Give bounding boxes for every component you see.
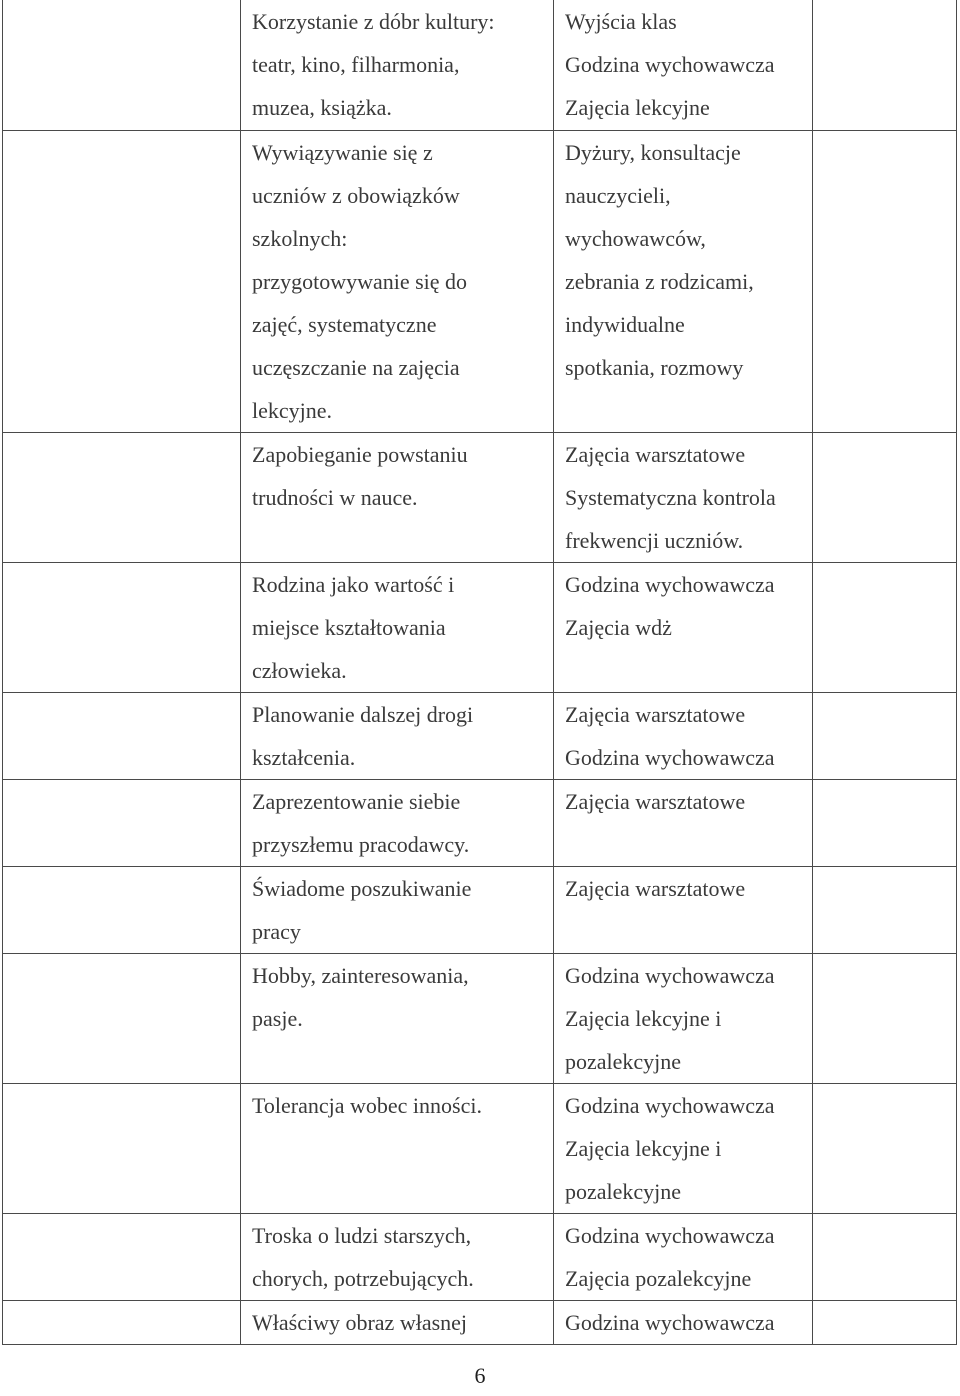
empty-cell-left <box>3 866 241 953</box>
table-row <box>3 1083 957 1213</box>
forms-cell: Zajęcia warsztatowe <box>554 779 813 866</box>
forms-cell: Zajęcia warsztatowe Godzina wychowawcza <box>554 692 813 779</box>
table-row <box>3 1213 957 1300</box>
empty-cell-right <box>813 0 957 130</box>
topic-cell: Tolerancja wobec inności. <box>241 1083 554 1213</box>
forms-cell: Wyjścia klas Godzina wychowawcza Zajęcia lekcyjne <box>554 0 813 130</box>
forms-cell: Godzina wychowawcza <box>554 1300 813 1344</box>
empty-cell-right <box>813 562 957 692</box>
table-row <box>3 562 957 692</box>
table-row <box>3 130 957 432</box>
empty-cell-right <box>813 130 957 432</box>
page-number: 6 <box>474 1363 486 1388</box>
forms-cell: Zajęcia warsztatowe Systematyczna kontrola frekwencji uczniów. <box>554 432 813 562</box>
topic-cell: Zaprezentowanie siebie przyszłemu pracodawcy. <box>241 779 554 866</box>
empty-cell-left <box>3 562 241 692</box>
table-row <box>3 779 957 866</box>
empty-cell-left <box>3 0 241 130</box>
empty-cell-left <box>3 1213 241 1300</box>
table-row <box>3 953 957 1083</box>
topic-cell: Właściwy obraz własnej <box>241 1300 554 1344</box>
empty-cell-left <box>3 692 241 779</box>
empty-cell-left <box>3 953 241 1083</box>
forms-cell: Godzina wychowawcza Zajęcia lekcyjne i pozalekcyjne <box>554 1083 813 1213</box>
topic-cell: Zapobieganie powstaniu trudności w nauce. <box>241 432 554 562</box>
program-table-body <box>3 0 957 1344</box>
forms-cell: Godzina wychowawcza Zajęcia wdż <box>554 562 813 692</box>
topic-cell: Planowanie dalszej drogi kształcenia. <box>241 692 554 779</box>
empty-cell-left <box>3 779 241 866</box>
empty-cell-right <box>813 432 957 562</box>
empty-cell-left <box>3 1083 241 1213</box>
table-row <box>3 692 957 779</box>
empty-cell-right <box>813 866 957 953</box>
topic-cell: Troska o ludzi starszych, chorych, potrzebujących. <box>241 1213 554 1300</box>
table-row <box>3 0 957 130</box>
empty-cell-left <box>3 130 241 432</box>
empty-cell-right <box>813 1300 957 1344</box>
empty-cell-left <box>3 432 241 562</box>
empty-cell-left <box>3 1300 241 1344</box>
forms-cell: Zajęcia warsztatowe <box>554 866 813 953</box>
forms-cell: Godzina wychowawcza Zajęcia pozalekcyjne <box>554 1213 813 1300</box>
empty-cell-right <box>813 1213 957 1300</box>
forms-cell: Godzina wychowawcza Zajęcia lekcyjne i pozalekcyjne <box>554 953 813 1083</box>
forms-cell: Dyżury, konsultacje nauczycieli, wychowawców, zebrania z rodzicami, indywidualne spotkania, rozmowy <box>554 130 813 432</box>
table-row <box>3 1300 957 1344</box>
topic-cell: Świadome poszukiwanie pracy <box>241 866 554 953</box>
table-row <box>3 432 957 562</box>
topic-cell: Korzystanie z dóbr kultury: teatr, kino, filharmonia, muzea, książka. <box>241 0 554 130</box>
program-table <box>2 0 957 1345</box>
topic-cell: Rodzina jako wartość i miejsce kształtowania człowieka. <box>241 562 554 692</box>
topic-cell: Hobby, zainteresowania, pasje. <box>241 953 554 1083</box>
table-row <box>3 866 957 953</box>
empty-cell-right <box>813 1083 957 1213</box>
empty-cell-right <box>813 779 957 866</box>
empty-cell-right <box>813 953 957 1083</box>
empty-cell-right <box>813 692 957 779</box>
topic-cell: Wywiązywanie się z uczniów z obowiązków szkolnych: przygotowywanie się do zajęć, systematyczne uczęszczanie na zajęcia lekcyjne. <box>241 130 554 432</box>
